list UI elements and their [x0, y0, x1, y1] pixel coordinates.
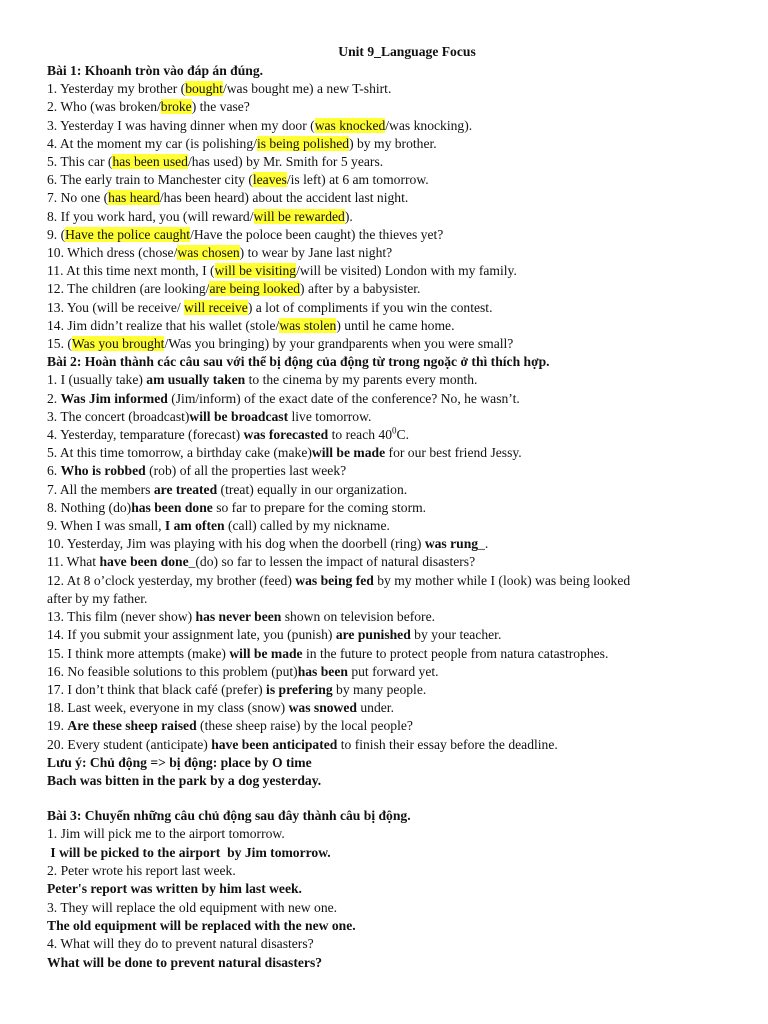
note: Lưu ý: Chủ động => bị động: place by O time: [47, 754, 312, 770]
exercise-2-item: [47, 553, 747, 571]
exercise-3-list: [47, 825, 747, 971]
highlighted-answer: will receive: [184, 299, 248, 315]
answer-text: Was Jim informed: [60, 390, 168, 406]
answer-text: will be made: [311, 445, 386, 461]
section-spacer: [47, 790, 747, 807]
item-text: so far to prepare for the coming storm.: [212, 499, 427, 515]
answer-text: was snowed: [288, 700, 357, 716]
exercise-3-answer: I will be picked to the airport by Jim tomorrow.: [47, 844, 331, 860]
document-page: [47, 41, 747, 972]
item-text: /Was you bringing) by your grandparents when you were small?: [164, 336, 514, 352]
exercise-2-item: [47, 681, 747, 699]
exercise-1-item: [47, 98, 747, 116]
item-text: 4. Yesterday, temparature (forecast): [47, 427, 244, 443]
item-text: by my mother while I (look) was being looked: [373, 572, 631, 588]
item-text: ) a lot of compliments if you win the contest.: [247, 299, 493, 315]
item-text: 19.: [47, 718, 68, 734]
item-text: 15. (: [47, 336, 72, 352]
exercise-1-item: [47, 153, 747, 171]
item-text: after by my father.: [47, 590, 148, 606]
answer-text: have been done: [99, 554, 189, 570]
exercise-2-item: [47, 608, 747, 626]
answer-text: has never been: [195, 609, 282, 625]
item-text: /is left) at 6 am tomorrow.: [286, 172, 429, 188]
item-text: put forward yet.: [347, 663, 439, 679]
item-text: (rob) of all the properties last week?: [145, 463, 347, 479]
item-text: _(do) so far to lessen the impact of natural disasters?: [188, 554, 476, 570]
exercise-1-heading: Bài 1: Khoanh tròn vào đáp án đúng.: [47, 63, 264, 78]
item-text: /Have the poloce been caught) the thieves yet?: [190, 226, 444, 242]
exercise-3-question: 2. Peter wrote his report last week.: [47, 863, 236, 879]
exercise-3-question: 1. Jim will pick me to the airport tomorrow.: [47, 826, 285, 842]
item-text: 8. Nothing (do): [47, 499, 132, 515]
item-text: 10. Yesterday, Jim was playing with his dog when the doorbell (ring): [47, 536, 425, 552]
answer-text: is prefering: [266, 681, 333, 697]
exercise-1-item: [47, 171, 747, 189]
highlighted-answer: has heard: [108, 190, 160, 206]
item-text: under.: [356, 700, 394, 716]
highlighted-answer: will be rewarded: [253, 208, 345, 224]
answer-text: has been: [297, 663, 348, 679]
exercise-3-question: 4. What will they do to prevent natural disasters?: [47, 936, 314, 952]
item-text: 9. When I was small,: [47, 518, 165, 534]
item-text: (call) called by my nickname.: [224, 518, 390, 534]
item-text: 3. Yesterday I was having dinner when my door (: [47, 117, 315, 133]
item-text: /was knocking).: [385, 117, 473, 133]
exercise-2-item: [47, 499, 747, 517]
exercise-2-item: [47, 645, 747, 663]
item-text: 16. No feasible solutions to this problem (put): [47, 663, 298, 679]
answer-text: am usually taken: [146, 372, 246, 388]
exercise-1-item: [47, 262, 747, 280]
item-text: 6.: [47, 463, 61, 479]
item-text: ).: [344, 208, 353, 224]
exercise-3-heading: Bài 3: Chuyển những câu chủ động sau đây thành câu bị động.: [47, 808, 411, 824]
answer-text: was rung: [424, 536, 479, 552]
page-title: Unit 9_Language Focus: [338, 44, 476, 59]
exercise-3-question: 3. They will replace the old equipment with new one.: [47, 899, 338, 915]
item-text: 13. You (will be receive/: [47, 299, 185, 315]
item-text: 7. No one (: [47, 190, 109, 206]
item-text: 20. Every student (anticipate): [47, 736, 212, 752]
answer-text: are treated: [153, 481, 218, 497]
item-text: (Jim/inform) of the exact date of the conference? No, he wasn’t.: [167, 390, 520, 406]
item-text: 6. The early train to Manchester city (: [47, 172, 253, 188]
item-text: 9. (: [47, 226, 66, 242]
note-example: Bach was bitten in the park by a dog yesterday.: [47, 772, 322, 788]
superscript: 0: [392, 425, 397, 436]
item-text: 4. At the moment my car (is polishing/: [47, 135, 257, 151]
item-text: 5. This car (: [47, 154, 113, 170]
answer-text: will be broadcast: [189, 408, 289, 424]
exercise-2-item: [47, 390, 747, 408]
highlighted-answer: was stolen: [279, 317, 337, 333]
item-text: 1. Yesterday my brother (: [47, 81, 186, 97]
exercise-2-item: [47, 717, 747, 735]
exercise-1-item: [47, 280, 747, 298]
item-text: 14. Jim didn’t realize that his wallet (stole/: [47, 317, 280, 333]
answer-text: I am often: [164, 518, 225, 534]
item-text: 17. I don’t think that black café (prefer): [47, 681, 267, 697]
highlighted-answer: will be visiting: [214, 263, 297, 279]
exercise-2-item: [47, 444, 747, 462]
exercise-2-item: [47, 517, 747, 535]
item-text: 2.: [47, 390, 61, 406]
highlighted-answer: Was you brought: [71, 336, 165, 352]
item-text: 8. If you work hard, you (will reward/: [47, 208, 254, 224]
answer-text: was being fed: [295, 572, 374, 588]
exercise-1-item: [47, 135, 747, 153]
highlighted-answer: has been used: [112, 154, 188, 170]
item-text: ) after by a babysister.: [300, 281, 421, 297]
item-text: to reach 40: [328, 427, 393, 443]
exercise-2-item: [47, 535, 747, 553]
exercise-2-item: [47, 663, 747, 681]
exercise-3-answer: Peter's report was written by him last week.: [47, 881, 302, 897]
exercise-2-item: [47, 626, 747, 644]
exercise-1-item: [47, 335, 747, 353]
exercise-1-item: [47, 299, 747, 317]
answer-text: was forecasted: [243, 427, 329, 443]
exercise-1-list: [47, 80, 747, 353]
answer-text: has been done: [131, 499, 213, 515]
item-text: ) to wear by Jane last night?: [239, 245, 393, 261]
item-text: _.: [478, 536, 489, 552]
exercise-1-item: [47, 226, 747, 244]
item-text: ) until he came home.: [336, 317, 455, 333]
item-text: ) by my brother.: [349, 135, 437, 151]
item-text: 10. Which dress (chose/: [47, 245, 178, 261]
item-text: 11. What: [47, 554, 100, 570]
item-text: by many people.: [332, 681, 427, 697]
highlighted-answer: broke: [160, 99, 192, 115]
item-text: ) the vase?: [191, 99, 250, 115]
item-text: (these sheep raise) by the local people?: [196, 718, 413, 734]
item-text: in the future to protect people from natura catastrophes.: [302, 645, 609, 661]
item-text: 7. All the members: [47, 481, 154, 497]
item-text: live tomorrow.: [288, 408, 372, 424]
exercise-2-item: [47, 699, 747, 717]
exercise-1-item: [47, 117, 747, 135]
item-text: 12. At 8 o’clock yesterday, my brother (feed): [47, 572, 296, 588]
item-text: 1. I (usually take): [47, 372, 147, 388]
highlighted-answer: is being polished: [256, 135, 350, 151]
exercise-2-item: [47, 572, 747, 590]
answer-text: Who is robbed: [60, 463, 146, 479]
exercise-1-item: [47, 80, 747, 98]
exercise-2-item: [47, 590, 747, 608]
item-text: for our best friend Jessy.: [385, 445, 522, 461]
item-text: /was bought me) a new T-shirt.: [222, 81, 392, 97]
exercise-1-item: [47, 317, 747, 335]
item-text: C.: [396, 427, 409, 443]
exercise-2-item: [47, 371, 747, 389]
item-text: 15. I think more attempts (make): [47, 645, 230, 661]
item-text: (treat) equally in our organization.: [217, 481, 408, 497]
exercise-2-list: [47, 371, 747, 753]
exercise-2-item: [47, 408, 747, 426]
item-text: 2. Who (was broken/: [47, 99, 161, 115]
exercise-2-item: [47, 462, 747, 480]
item-text: shown on television before.: [281, 609, 436, 625]
item-text: 14. If you submit your assignment late, you (punish): [47, 627, 336, 643]
exercise-2-item: [47, 736, 747, 754]
highlighted-answer: are being looked: [209, 281, 301, 297]
item-text: 12. The children (are looking/: [47, 281, 210, 297]
highlighted-answer: bought: [185, 81, 223, 97]
answer-text: have been anticipated: [211, 736, 338, 752]
exercise-1-item: [47, 208, 747, 226]
item-text: /will be visited) London with my family.: [296, 263, 517, 279]
exercise-2-item: [47, 481, 747, 499]
item-text: 5. At this time tomorrow, a birthday cake (make): [47, 445, 312, 461]
exercise-3-answer: The old equipment will be replaced with the new one.: [47, 917, 356, 933]
item-text: 11. At this time next month, I (: [47, 263, 215, 279]
item-text: to finish their essay before the deadline.: [337, 736, 558, 752]
item-text: by your teacher.: [410, 627, 502, 643]
highlighted-answer: was chosen: [177, 245, 240, 261]
exercise-1-item: [47, 244, 747, 262]
item-text: 18. Last week, everyone in my class (snow): [47, 700, 289, 716]
answer-text: are punished: [335, 627, 411, 643]
exercise-2-item: [47, 426, 747, 444]
highlighted-answer: was knocked: [314, 117, 386, 133]
answer-text: Are these sheep raised: [67, 718, 197, 734]
item-text: /has used) by Mr. Smith for 5 years.: [187, 154, 384, 170]
item-text: /has been heard) about the accident last night.: [159, 190, 409, 206]
highlighted-answer: Have the police caught: [65, 226, 191, 242]
answer-text: will be made: [229, 645, 303, 661]
exercise-1-item: [47, 189, 747, 207]
item-text: 3. The concert (broadcast): [47, 408, 190, 424]
highlighted-answer: leaves: [252, 172, 287, 188]
item-text: 13. This film (never show): [47, 609, 196, 625]
exercise-3-answer: What will be done to prevent natural disasters?: [47, 954, 323, 970]
item-text: to the cinema by my parents every month.: [245, 372, 478, 388]
exercise-2-heading: Bài 2: Hoàn thành các câu sau với thể bị động của động từ trong ngoặc ở thì thích hợp.: [47, 354, 550, 370]
